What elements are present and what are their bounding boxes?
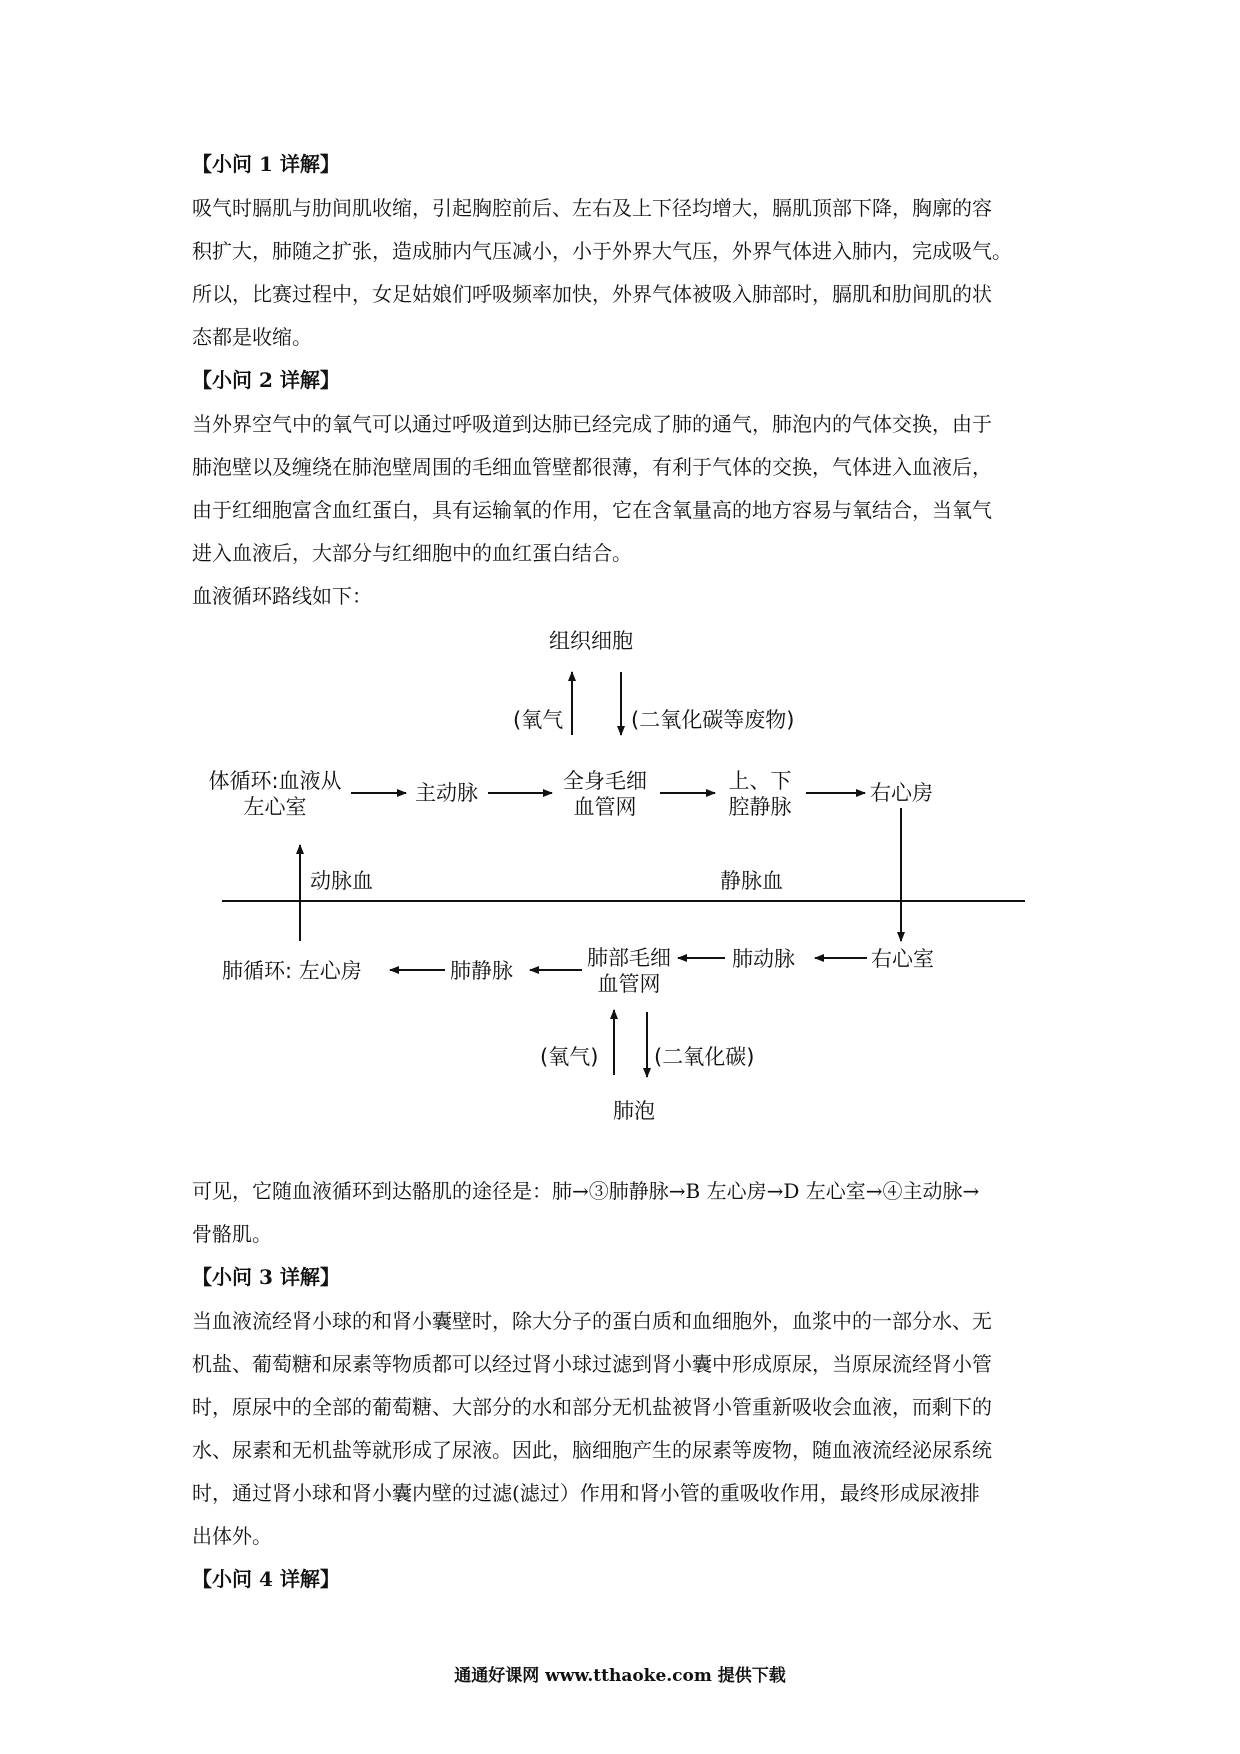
q4-heading: 【小问 4 详解】 <box>192 1567 340 1591</box>
label-pulmonary-vein: 肺静脉 <box>450 959 513 983</box>
q2-after-line-2: 骨骼肌。 <box>192 1222 272 1246</box>
label-alveoli: 肺泡 <box>613 1099 655 1123</box>
q1-heading: 【小问 1 详解】 <box>192 152 340 176</box>
q1-line-1: 吸气时膈肌与肋间肌收缩，引起胸腔前后、左右及上下径均增大，膈肌顶部下降，胸廓的容 <box>192 196 992 220</box>
label-aorta: 主动脉 <box>415 781 478 805</box>
page-footer: 通通好课网 www.tthaoke.com 提供下载 <box>454 1666 786 1686</box>
q3-line-6: 出体外。 <box>192 1524 272 1548</box>
q2-heading: 【小问 2 详解】 <box>192 368 340 392</box>
q2-line-5: 血液循环路线如下： <box>192 584 372 608</box>
label-systemic-start: 体循环:血液从 左心室 <box>208 769 342 819</box>
label-vena-cava: 上、下 腔静脉 <box>728 769 792 819</box>
label-body-capillaries: 全身毛细 血管网 <box>563 769 647 819</box>
label-venous-blood: 静脉血 <box>720 869 783 893</box>
q2-after-line-1: 可见，它随血液循环到达骼肌的途径是：肺→③肺静脉→B 左心房→D 左心室→④主动脉→ <box>192 1179 980 1203</box>
q2-line-3: 由于红细胞富含血红蛋白，具有运输氧的作用，它在含氧量高的地方容易与氧结合，当氧气 <box>192 498 992 522</box>
q1-line-4: 态都是收缩。 <box>192 325 312 349</box>
q2-line-1: 当外界空气中的氧气可以通过呼吸道到达肺已经完成了肺的通气，肺泡内的气体交换，由于 <box>192 412 992 436</box>
q1-line-3: 所以，比赛过程中，女足姑娘们呼吸频率加快，外界气体被吸入肺部时，膈肌和肋间肌的状 <box>192 282 992 306</box>
q1-line-2: 积扩大，肺随之扩张，造成肺内气压减小，小于外界大气压，外界气体进入肺内，完成吸气。 <box>192 239 1012 263</box>
q3-line-1: 当血液流经肾小球的和肾小囊壁时，除大分子的蛋白质和血细胞外，血浆中的一部分水、无 <box>192 1309 992 1333</box>
label-arterial-blood: 动脉血 <box>310 869 373 893</box>
label-right-atrium: 右心房 <box>870 781 933 805</box>
label-co2-waste: (二氧化碳等废物) <box>631 708 795 732</box>
label-tissue-cells: 组织细胞 <box>549 629 633 653</box>
q3-line-3: 时，原尿中的全部的葡萄糖、大部分的水和部分无机盐被肾小管重新吸收会血液，而剩下的 <box>192 1395 992 1419</box>
label-lung-capillaries: 肺部毛细 血管网 <box>587 946 671 996</box>
q3-line-4: 水、尿素和无机盐等就形成了尿液。因此，脑细胞产生的尿素等废物，随血液流经泌尿系统 <box>192 1438 992 1462</box>
label-oxygen-bottom: (氧气) <box>540 1045 599 1069</box>
label-oxygen-top: (氧气 <box>513 708 564 732</box>
label-pulmonary-start: 肺循环: 左心房 <box>222 959 362 983</box>
q3-heading: 【小问 3 详解】 <box>192 1265 340 1289</box>
label-pulmonary-artery: 肺动脉 <box>732 947 795 971</box>
label-right-ventricle: 右心室 <box>871 947 934 971</box>
q2-line-2: 肺泡壁以及缠绕在肺泡壁周围的毛细血管壁都很薄，有利于气体的交换，气体进入血液后， <box>192 455 992 479</box>
q3-line-2: 机盐、葡萄糖和尿素等物质都可以经过肾小球过滤到肾小囊中形成原尿，当原尿流经肾小管 <box>192 1352 992 1376</box>
q3-line-5: 时，通过肾小球和肾小囊内壁的过滤(滤过）作用和肾小管的重吸收作用，最终形成尿液排 <box>192 1481 980 1505</box>
label-co2-bottom: (二氧化碳) <box>654 1045 755 1069</box>
q2-line-4: 进入血液后，大部分与红细胞中的血红蛋白结合。 <box>192 541 632 565</box>
